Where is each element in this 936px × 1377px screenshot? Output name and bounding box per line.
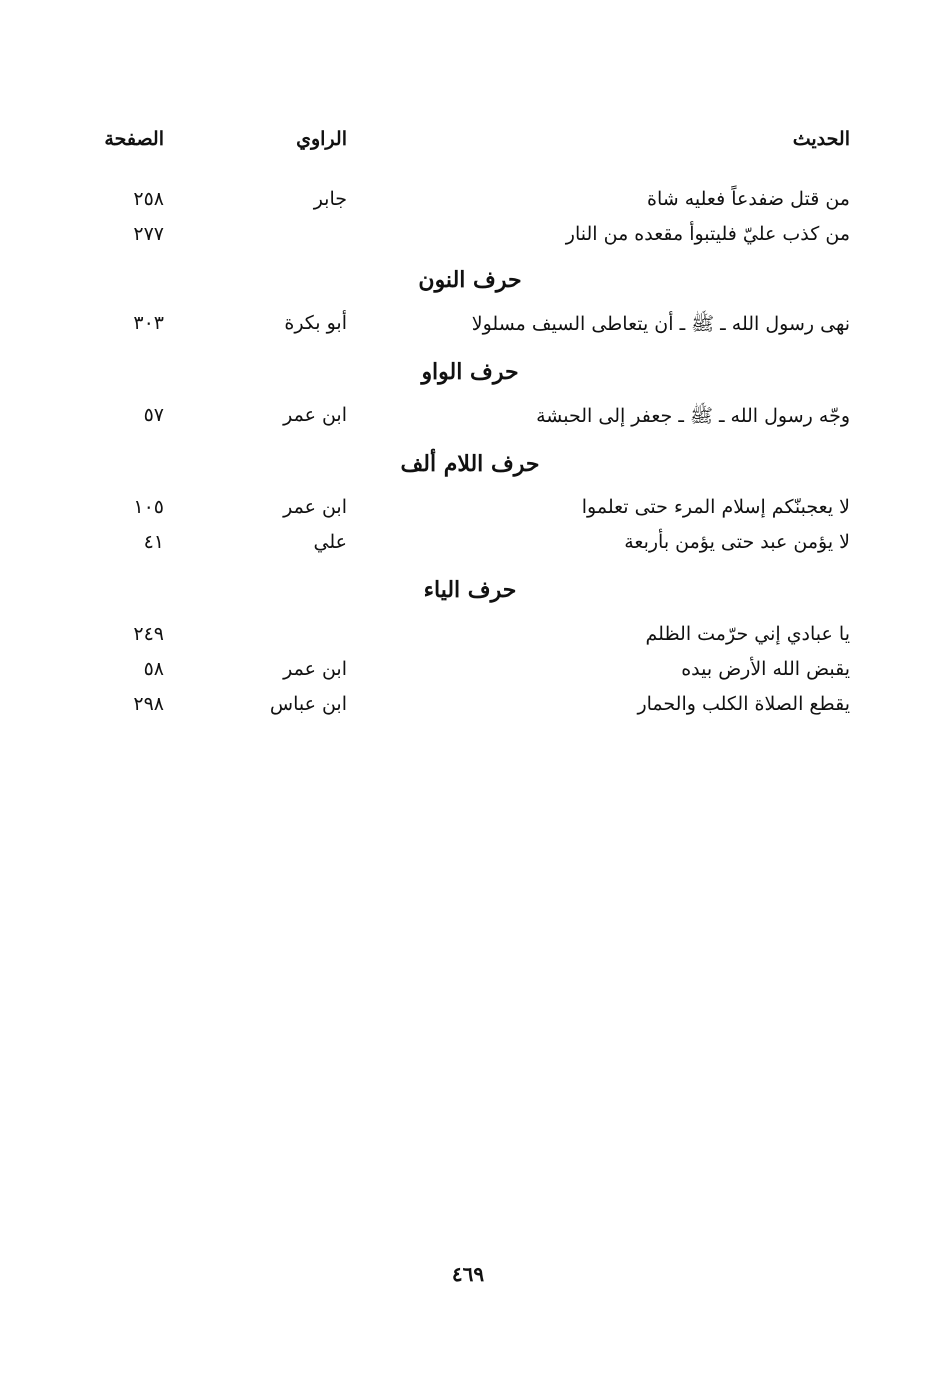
- narrator-name: جابر: [313, 188, 347, 210]
- page-ref: ١٠٥: [133, 496, 164, 518]
- hadith-text: لا يؤمن عبد حتى يؤمن بأربعة: [624, 531, 850, 553]
- narrator-name: علي: [313, 531, 347, 553]
- page-ref: ٥٨: [143, 658, 164, 680]
- header-hadith: الحديث: [792, 128, 850, 150]
- hadith-text: يقطع الصلاة الكلب والحمار: [637, 693, 850, 715]
- header-page: الصفحة: [104, 128, 164, 150]
- section-heading-ya: حرف الياء: [423, 577, 517, 603]
- hadith-text: يا عبادي إني حرّمت الظلم: [645, 623, 850, 645]
- page-ref: ٢٩٨: [133, 693, 164, 715]
- table-row: [90, 223, 850, 257]
- hadith-text: نهى رسول الله ـ ﷺ ـ أن يتعاطى السيف مسلولا: [471, 313, 850, 335]
- hadith-text: لا يعجبنّكم إسلام المرء حتى تعلموا: [581, 496, 850, 518]
- narrator-name: ابن عباس: [269, 693, 347, 715]
- page-ref: ٤١: [143, 531, 164, 553]
- page-ref: ٢٥٨: [133, 188, 164, 210]
- hadith-text: من كذب عليّ فليتبوأ مقعده من النار: [565, 223, 850, 245]
- hadith-text: يقبض الله الأرض بيده: [681, 658, 850, 680]
- table-row: [90, 312, 850, 346]
- table-row: [90, 496, 850, 530]
- table-row: [90, 188, 850, 222]
- section-heading-nun: حرف النون: [418, 267, 522, 293]
- narrator-name: ابن عمر: [283, 496, 347, 518]
- table-row: [90, 623, 850, 657]
- page-ref: ٣٠٣: [133, 312, 164, 334]
- table-row: [90, 404, 850, 438]
- table-row: [90, 531, 850, 565]
- table-header: [90, 128, 850, 162]
- hadith-text: وجّه رسول الله ـ ﷺ ـ جعفر إلى الحبشة: [536, 405, 850, 427]
- table-row: [90, 658, 850, 692]
- hadith-text: من قتل ضفدعاً فعليه شاة: [647, 188, 850, 210]
- page-number: ٤٦٩: [451, 1262, 485, 1286]
- section-heading-waw: حرف الواو: [421, 359, 519, 385]
- narrator-name: أبو بكرة: [284, 312, 347, 334]
- page-ref: ٢٧٧: [133, 223, 164, 245]
- narrator-name: ابن عمر: [283, 404, 347, 426]
- narrator-name: ابن عمر: [283, 658, 347, 680]
- section-heading-lam-alif: حرف اللام ألف: [400, 451, 540, 477]
- table-row: [90, 693, 850, 727]
- header-narrator: الراوي: [296, 128, 347, 150]
- page-ref: ٢٤٩: [133, 623, 164, 645]
- page-ref: ٥٧: [143, 404, 164, 426]
